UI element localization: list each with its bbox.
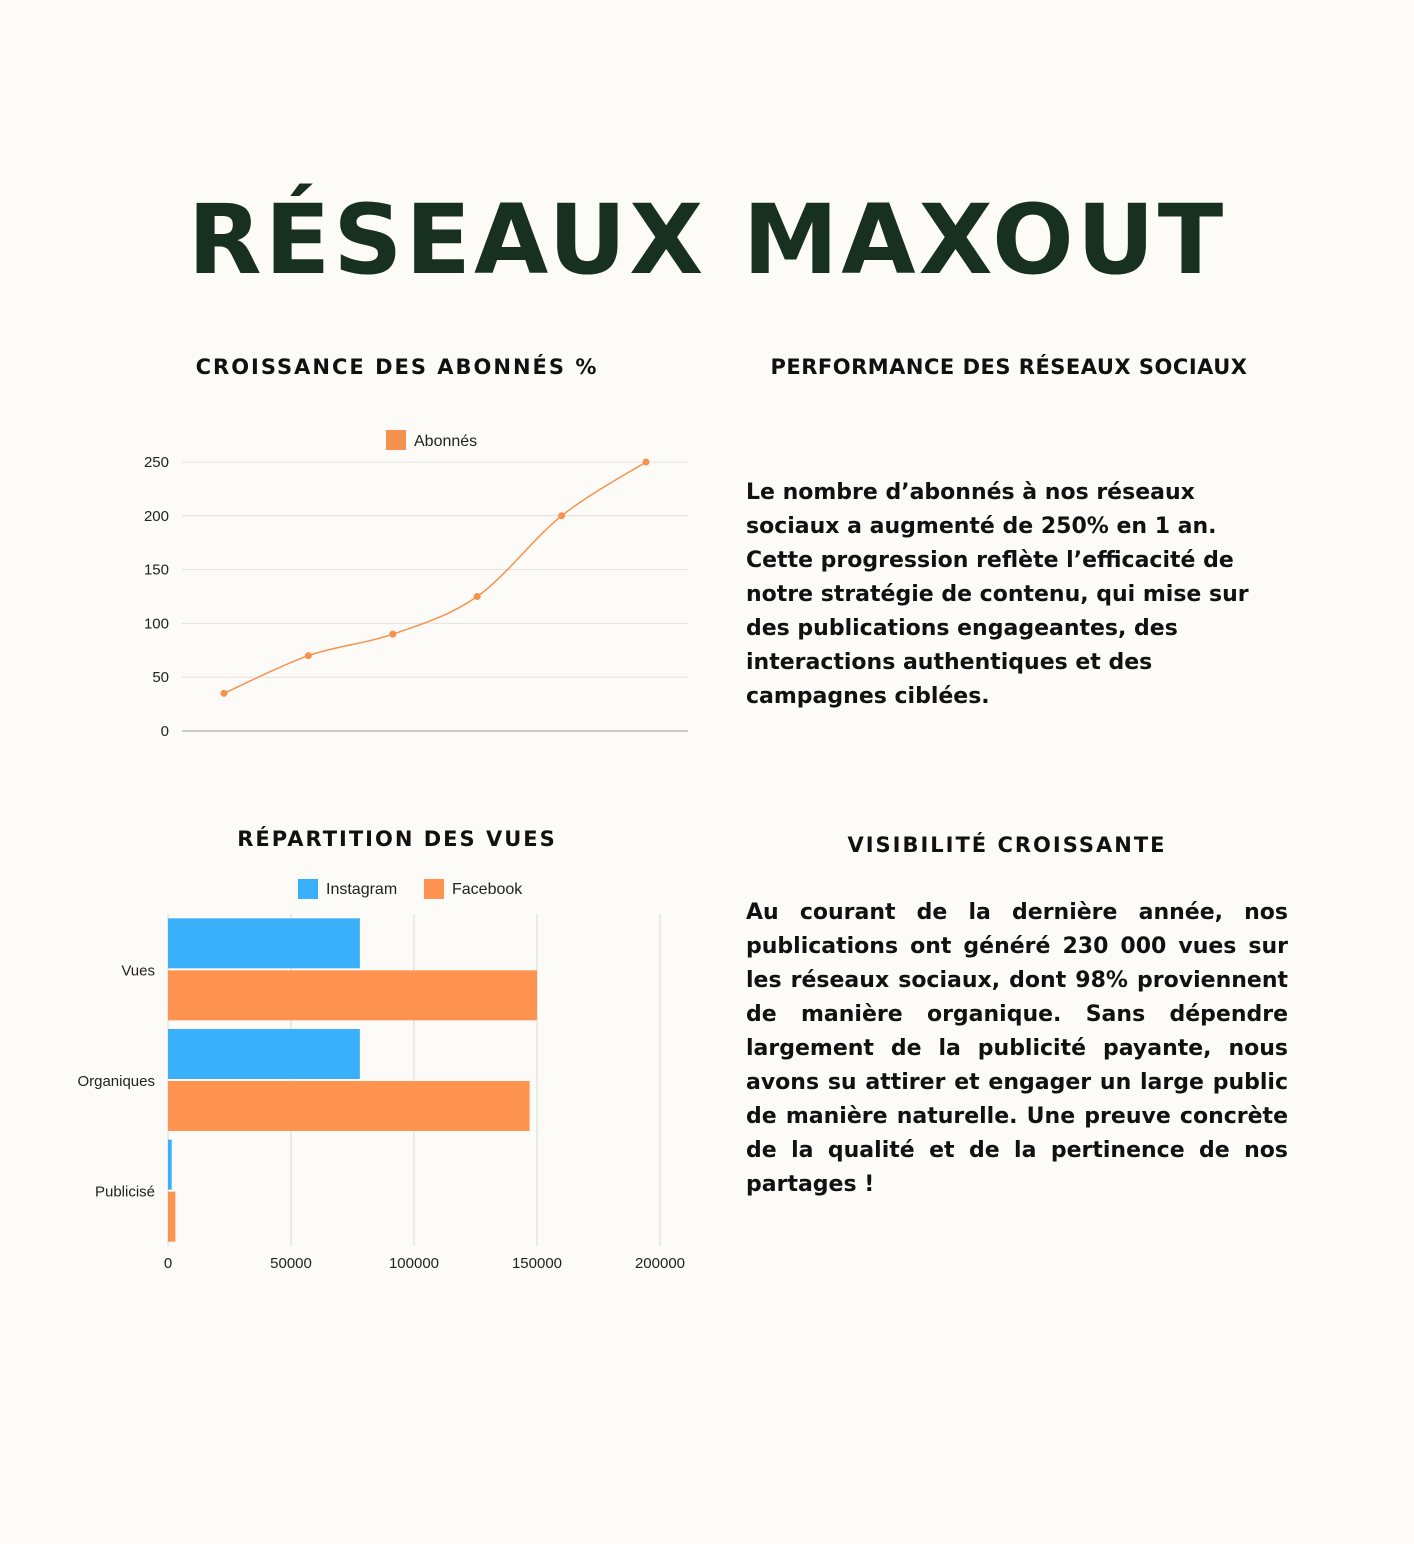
legend-label: Abonnés [414, 433, 478, 450]
y-tick-label: 0 [160, 723, 169, 740]
bar [168, 1192, 175, 1242]
bar [168, 918, 360, 968]
x-tick-label: 0 [163, 1255, 173, 1272]
x-tick-label: 100000 [388, 1255, 440, 1272]
y-tick-label: 200 [143, 507, 169, 525]
legend-swatch [424, 879, 444, 899]
series-line-abonnes [224, 462, 646, 693]
growth-chart-title: CROISSANCE DES ABONNÉS % [195, 355, 599, 379]
category-label: Vues [121, 962, 155, 980]
data-point [558, 512, 565, 519]
legend-swatch [298, 879, 318, 899]
bar [168, 1081, 530, 1131]
y-tick-label: 50 [152, 669, 169, 687]
visibility-title: VISIBILITÉ CROISSANTE [847, 833, 1167, 857]
legend-swatch [386, 430, 406, 450]
views-chart-title: RÉPARTITION DES VUES [237, 827, 557, 851]
y-tick-label: 100 [143, 615, 169, 633]
bar [168, 1140, 172, 1190]
data-point [305, 652, 312, 659]
bar [168, 1029, 360, 1079]
page-title: RÉSEAUX MAXOUT [187, 184, 1227, 296]
data-point [389, 631, 396, 638]
category-label: Organiques [77, 1073, 155, 1090]
views-bar-chart [40, 868, 720, 1288]
y-tick-label: 150 [143, 561, 169, 579]
legend-label: Instagram [326, 881, 398, 898]
data-point [643, 459, 650, 466]
visibility-text: Au courant de la dernière année, nos publications ont généré 230 000 vues sur les réseaux sociaux, dont 98% proviennent de manière organique. Sans dépendre largement de la publicité payante, nous avons su attirer et engager un large public de manière naturelle. Une preuve concrète de la qualité et de la pertinence de nos partages ! [746, 900, 1288, 1197]
performance-title: PERFORMANCE DES RÉSEAUX SOCIAUX [770, 355, 1248, 379]
data-point [474, 593, 481, 600]
category-label: Publicisé [94, 1183, 155, 1201]
performance-text: Le nombre d’abonnés à nos réseaux sociaux a augmenté de 250% en 1 an. Cette progression reflète l’efficacité de notre stratégie de contenu, qui mise sur des publications engageantes, des interactions authentiques et des campagnes ciblées. [746, 480, 1249, 709]
bar [168, 970, 537, 1020]
legend-label: Facebook [452, 881, 523, 898]
x-tick-label: 150000 [511, 1255, 563, 1272]
y-tick-label: 250 [143, 454, 169, 471]
x-tick-label: 50000 [270, 1255, 312, 1272]
growth-line-chart [100, 420, 720, 780]
x-tick-label: 200000 [634, 1255, 686, 1272]
data-point [221, 690, 228, 697]
chart-legend [386, 430, 477, 450]
chart-legend [298, 879, 523, 899]
